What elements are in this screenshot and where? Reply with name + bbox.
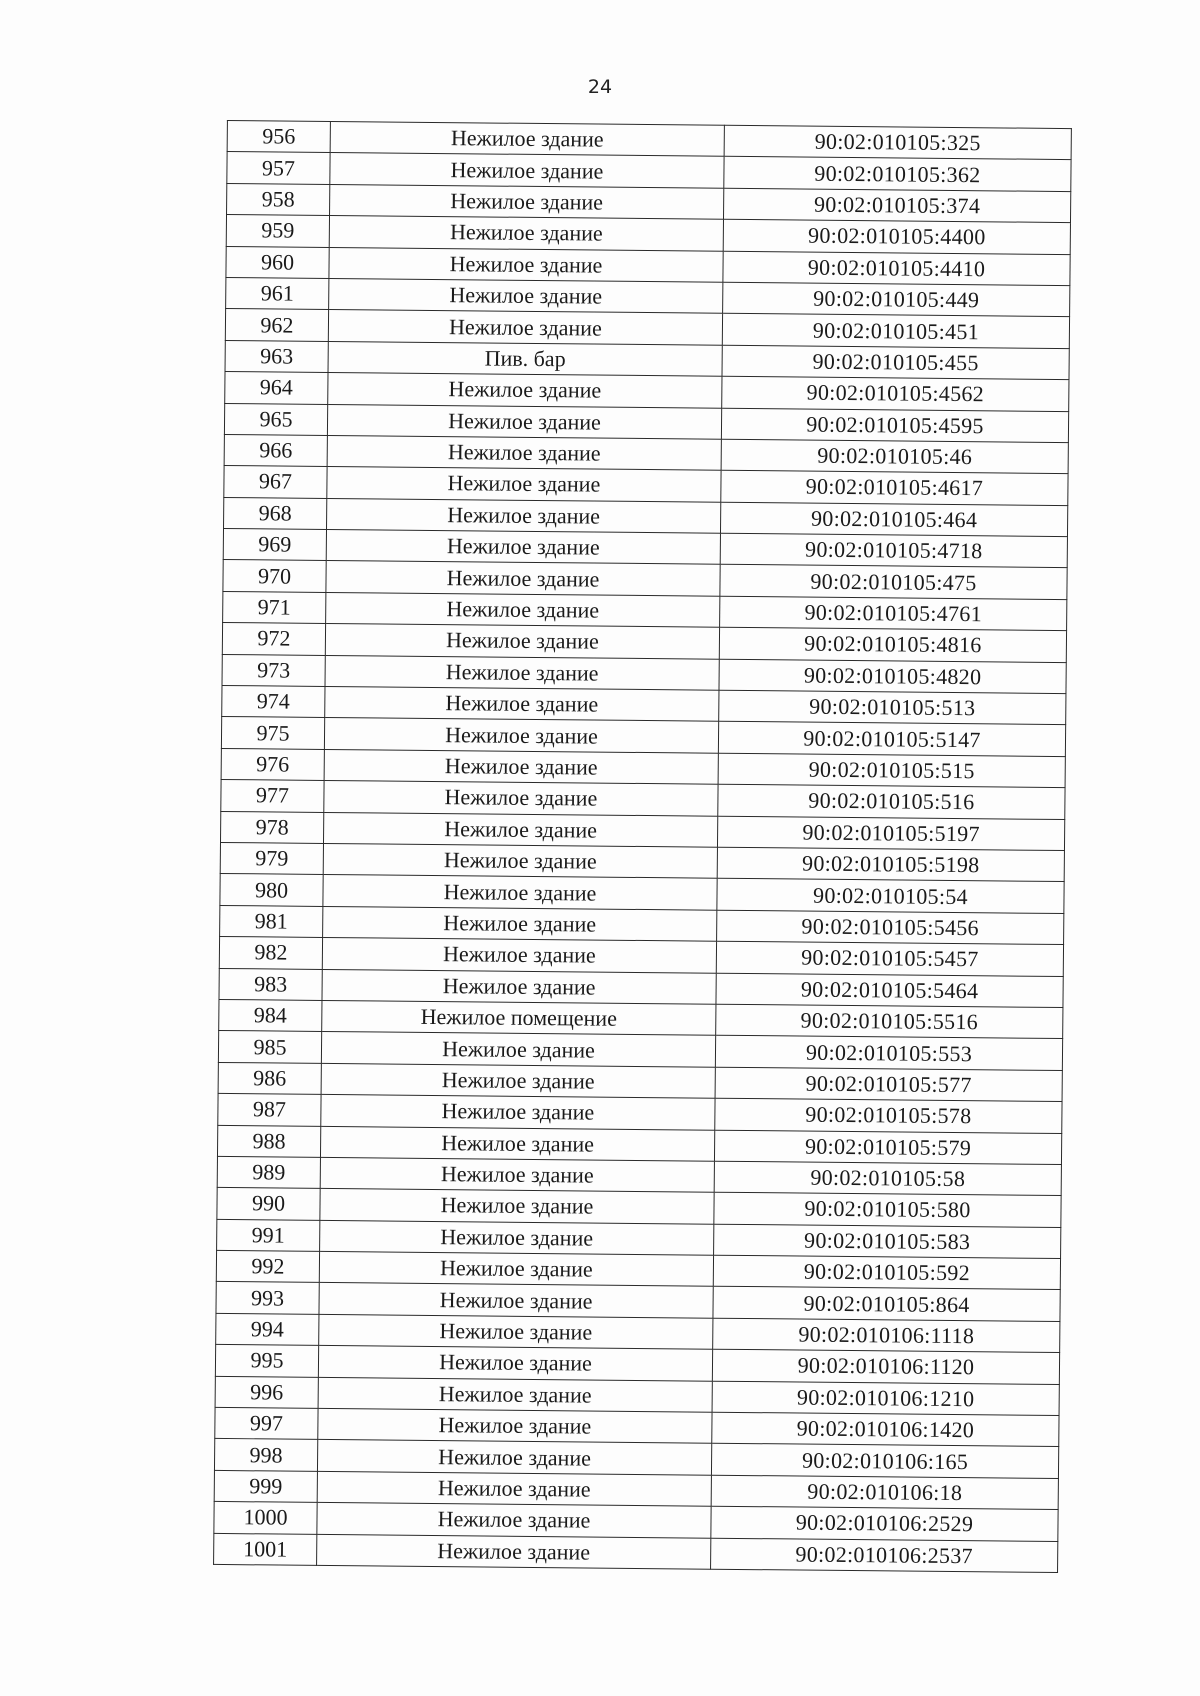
cadastral-number-cell: 90:02:010105:362 (724, 157, 1071, 192)
row-number-cell: 972 (222, 623, 325, 655)
row-number-cell: 976 (221, 748, 324, 780)
object-name-cell: Нежилое здание (327, 467, 721, 502)
object-name-cell: Нежилое здание (319, 1314, 713, 1349)
row-number-cell: 966 (224, 434, 327, 466)
row-number-cell: 981 (220, 905, 323, 937)
row-number-cell: 967 (224, 466, 327, 498)
cadastral-number-cell: 90:02:010105:464 (720, 502, 1067, 537)
cadastral-number-cell: 90:02:010105:54 (717, 879, 1064, 914)
cadastral-number-cell: 90:02:010105:553 (715, 1036, 1062, 1071)
object-name-cell: Нежилое здание (320, 1126, 714, 1161)
cadastral-number-cell: 90:02:010105:4816 (719, 627, 1066, 662)
cadastral-number-cell: 90:02:010105:4761 (720, 596, 1067, 631)
row-number-cell: 996 (215, 1376, 318, 1408)
object-name-cell: Нежилое здание (321, 1032, 715, 1067)
cadastral-number-cell: 90:02:010106:1118 (713, 1318, 1060, 1353)
object-name-cell: Нежилое здание (327, 435, 721, 470)
row-number-cell: 991 (217, 1219, 320, 1251)
object-name-cell: Нежилое здание (326, 530, 720, 565)
object-name-cell: Нежилое здание (318, 1346, 712, 1381)
cadastral-number-cell: 90:02:010105:475 (720, 565, 1067, 600)
cadastral-number-cell: 90:02:010105:4562 (722, 376, 1069, 411)
cadastral-number-cell: 90:02:010105:5456 (717, 910, 1064, 945)
cadastral-number-cell: 90:02:010105:325 (724, 125, 1071, 160)
object-name-cell: Нежилое здание (330, 121, 724, 156)
object-name-cell: Нежилое здание (318, 1377, 712, 1412)
row-number-cell: 964 (225, 372, 328, 404)
row-number-cell: 975 (221, 717, 324, 749)
row-number-cell: 969 (223, 529, 326, 561)
cadastral-number-cell: 90:02:010105:513 (719, 690, 1066, 725)
object-name-cell: Нежилое здание (329, 216, 723, 251)
row-number-cell: 978 (220, 811, 323, 843)
object-name-cell: Нежилое здание (326, 592, 720, 627)
row-number-cell: 993 (216, 1282, 319, 1314)
row-number-cell: 986 (218, 1062, 321, 1094)
object-name-cell: Нежилое здание (326, 561, 720, 596)
cadastral-number-cell: 90:02:010105:4718 (720, 533, 1067, 568)
cadastral-number-cell: 90:02:010105:578 (715, 1098, 1062, 1133)
object-name-cell: Нежилое здание (321, 1063, 715, 1098)
cadastral-number-cell: 90:02:010105:46 (721, 439, 1068, 474)
cadastral-number-cell: 90:02:010105:4617 (721, 471, 1068, 506)
row-number-cell: 982 (219, 937, 322, 969)
object-name-cell: Нежилое помещение (322, 1000, 716, 1035)
row-number-cell: 973 (222, 654, 325, 686)
cadastral-number-cell: 90:02:010105:5198 (717, 847, 1064, 882)
row-number-cell: 956 (227, 120, 330, 152)
row-number-cell: 997 (215, 1407, 318, 1439)
object-name-cell: Нежилое здание (330, 153, 724, 188)
row-number-cell: 1001 (214, 1533, 317, 1565)
row-number-cell: 962 (225, 309, 328, 341)
cadastral-number-cell: 90:02:010105:4400 (723, 219, 1070, 254)
cadastral-number-cell: 90:02:010105:58 (714, 1161, 1061, 1196)
cadastral-number-cell: 90:02:010105:864 (713, 1287, 1060, 1322)
row-number-cell: 965 (224, 403, 327, 435)
row-number-cell: 1000 (214, 1502, 317, 1534)
object-name-cell: Нежилое здание (317, 1471, 711, 1506)
object-name-cell: Нежилое здание (329, 247, 723, 282)
object-name-cell: Нежилое здание (325, 686, 719, 721)
row-number-cell: 999 (214, 1470, 317, 1502)
row-number-cell: 988 (217, 1125, 320, 1157)
row-number-cell: 961 (226, 277, 329, 309)
object-name-cell: Нежилое здание (319, 1283, 713, 1318)
object-name-cell: Нежилое здание (317, 1534, 711, 1569)
row-number-cell: 980 (220, 874, 323, 906)
cadastral-number-cell: 90:02:010105:4410 (723, 251, 1070, 286)
object-name-cell: Нежилое здание (323, 906, 717, 941)
object-name-cell: Нежилое здание (321, 1095, 715, 1130)
cadastral-number-cell: 90:02:010105:5516 (716, 1004, 1063, 1039)
object-name-cell: Нежилое здание (323, 875, 717, 910)
object-name-cell: Нежилое здание (325, 655, 719, 690)
object-name-cell: Нежилое здание (317, 1440, 711, 1475)
row-number-cell: 990 (217, 1188, 320, 1220)
cadastral-number-cell: 90:02:010106:2537 (711, 1538, 1058, 1573)
cadastral-number-cell: 90:02:010105:5147 (718, 722, 1065, 757)
row-number-cell: 985 (218, 1031, 321, 1063)
cadastral-number-cell: 90:02:010105:4820 (719, 659, 1066, 694)
object-name-cell: Нежилое здание (327, 498, 721, 533)
page-number: 24 (587, 76, 613, 98)
row-number-cell: 974 (222, 685, 325, 717)
row-number-cell: 984 (219, 999, 322, 1031)
cadastral-number-cell: 90:02:010106:18 (711, 1475, 1058, 1510)
cadastral-number-cell: 90:02:010106:1210 (712, 1381, 1059, 1416)
cadastral-number-cell: 90:02:010105:5197 (717, 816, 1064, 851)
object-name-cell: Нежилое здание (322, 938, 716, 973)
cadastral-number-cell: 90:02:010105:579 (714, 1130, 1061, 1165)
cadastral-number-cell: 90:02:010106:165 (711, 1444, 1058, 1479)
object-name-cell: Нежилое здание (320, 1157, 714, 1192)
row-number-cell: 968 (224, 497, 327, 529)
object-name-cell: Нежилое здание (322, 969, 716, 1004)
row-number-cell: 957 (227, 152, 330, 184)
object-name-cell: Нежилое здание (329, 278, 723, 313)
cadastral-number-cell: 90:02:010105:451 (722, 314, 1069, 349)
cadastral-number-cell: 90:02:010105:5457 (716, 941, 1063, 976)
cadastral-number-cell: 90:02:010105:5464 (716, 973, 1063, 1008)
row-number-cell: 992 (216, 1250, 319, 1282)
row-number-cell: 979 (220, 842, 323, 874)
cadastral-number-cell: 90:02:010105:580 (714, 1192, 1061, 1227)
object-name-cell: Нежилое здание (320, 1189, 714, 1224)
object-name-cell: Нежилое здание (328, 373, 722, 408)
row-number-cell: 963 (225, 340, 328, 372)
object-name-cell: Нежилое здание (324, 781, 718, 816)
row-number-cell: 983 (219, 968, 322, 1000)
cadastral-number-cell: 90:02:010105:592 (713, 1255, 1060, 1290)
object-name-cell: Нежилое здание (318, 1408, 712, 1443)
registry-table (213, 120, 1072, 1573)
row-number-cell: 998 (214, 1439, 317, 1471)
row-number-cell: 959 (226, 215, 329, 247)
cadastral-number-cell: 90:02:010105:4595 (721, 408, 1068, 443)
object-name-cell: Нежилое здание (320, 1220, 714, 1255)
cadastral-number-cell: 90:02:010105:515 (718, 753, 1065, 788)
row-number-cell: 995 (215, 1345, 318, 1377)
object-name-cell: Нежилое здание (324, 718, 718, 753)
cadastral-number-cell: 90:02:010106:1120 (712, 1349, 1059, 1384)
cadastral-number-cell: 90:02:010106:2529 (711, 1506, 1058, 1541)
row-number-cell: 977 (221, 780, 324, 812)
cadastral-number-cell: 90:02:010105:449 (723, 282, 1070, 317)
object-name-cell: Нежилое здание (325, 624, 719, 659)
row-number-cell: 970 (223, 560, 326, 592)
object-name-cell: Пив. бар (328, 341, 722, 376)
row-number-cell: 987 (218, 1094, 321, 1126)
object-name-cell: Нежилое здание (323, 812, 717, 847)
cadastral-number-cell: 90:02:010105:577 (715, 1067, 1062, 1102)
row-number-cell: 958 (227, 183, 330, 215)
object-name-cell: Нежилое здание (317, 1503, 711, 1538)
row-number-cell: 989 (217, 1156, 320, 1188)
registry-table-body (214, 120, 1072, 1572)
cadastral-number-cell: 90:02:010105:455 (722, 345, 1069, 380)
row-number-cell: 971 (223, 591, 326, 623)
object-name-cell: Нежилое здание (324, 749, 718, 784)
object-name-cell: Нежилое здание (323, 843, 717, 878)
object-name-cell: Нежилое здание (328, 310, 722, 345)
row-number-cell: 960 (226, 246, 329, 278)
object-name-cell: Нежилое здание (330, 184, 724, 219)
cadastral-number-cell: 90:02:010105:516 (718, 784, 1065, 819)
object-name-cell: Нежилое здание (327, 404, 721, 439)
row-number-cell: 994 (216, 1313, 319, 1345)
cadastral-number-cell: 90:02:010106:1420 (712, 1412, 1059, 1447)
cadastral-number-cell: 90:02:010105:374 (723, 188, 1070, 223)
object-name-cell: Нежилое здание (319, 1251, 713, 1286)
cadastral-number-cell: 90:02:010105:583 (714, 1224, 1061, 1259)
